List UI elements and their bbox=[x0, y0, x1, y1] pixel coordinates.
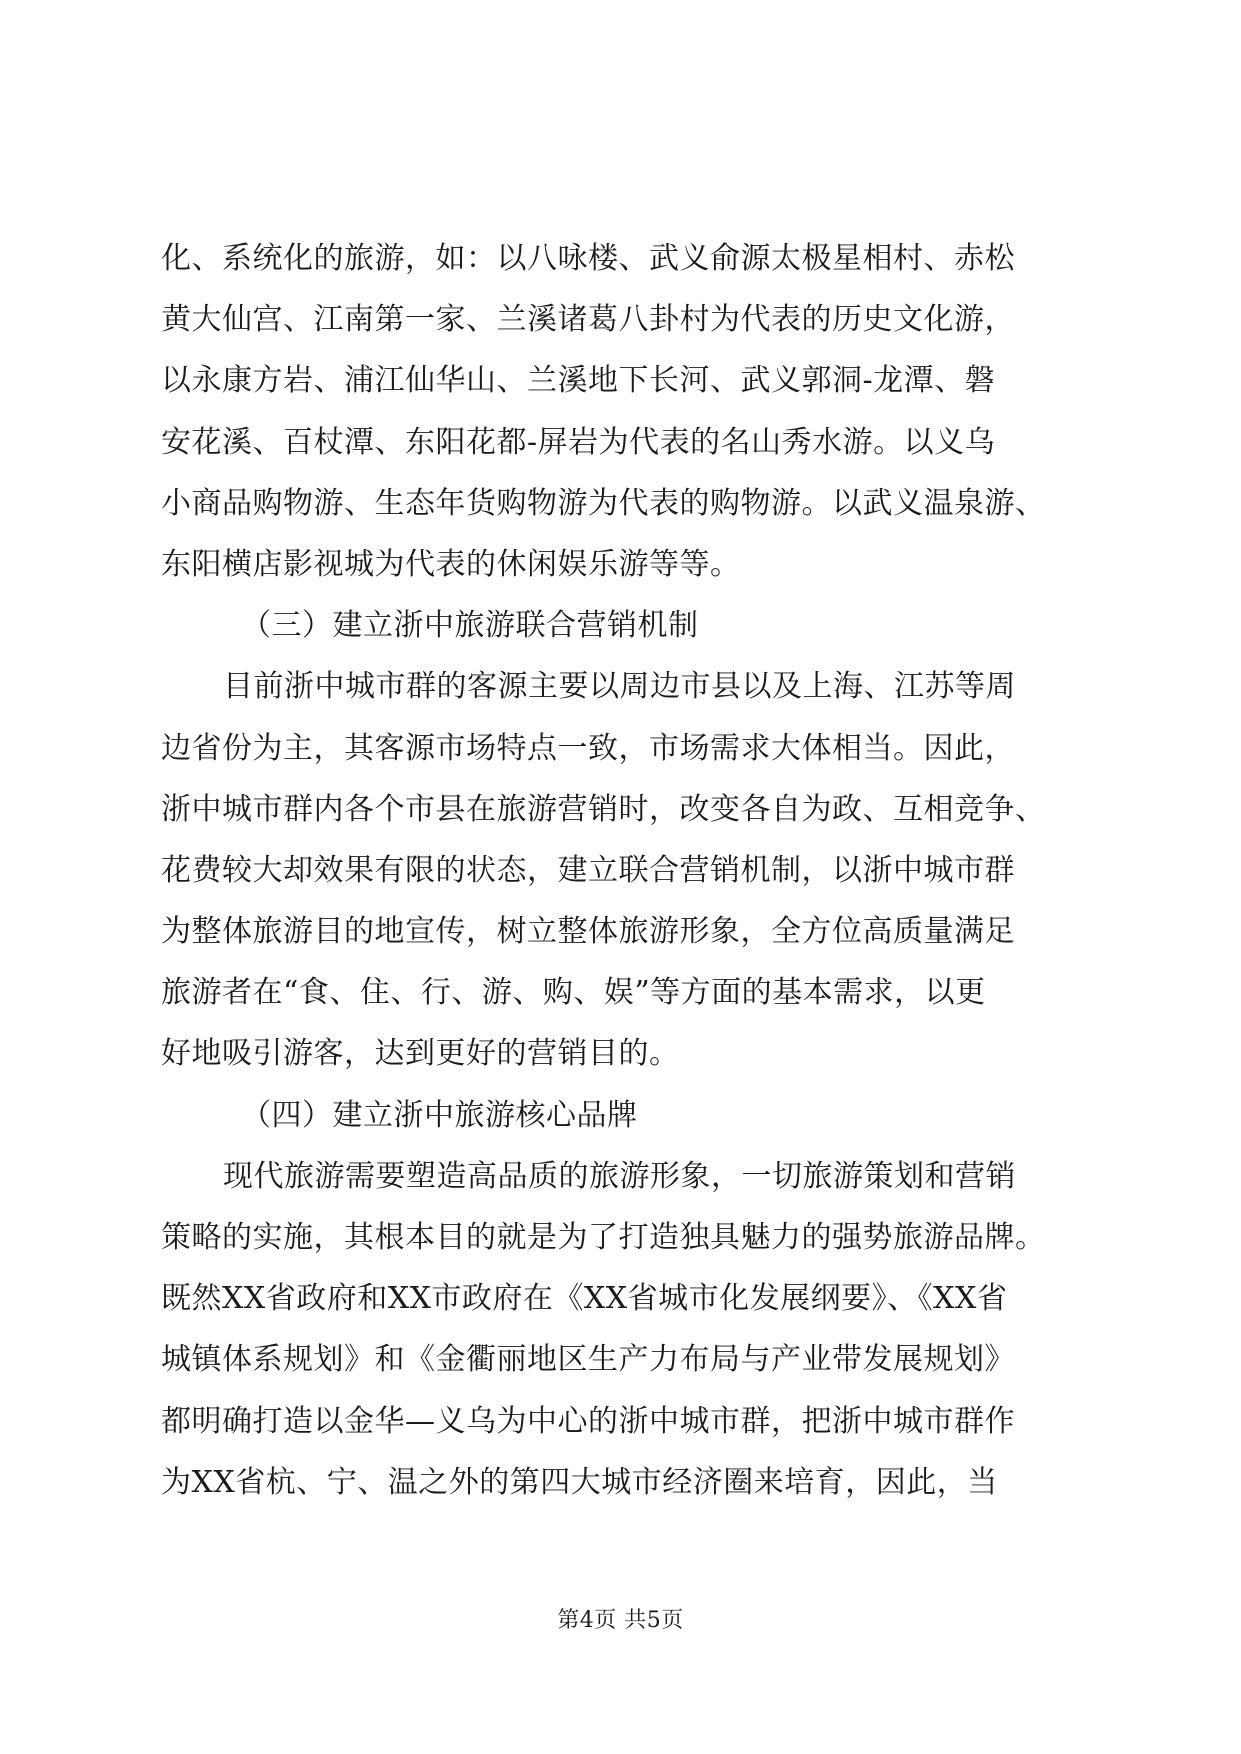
text-line: 黄大仙宫、江南第一家、兰溪诸葛八卦村为代表的历史文化游， bbox=[161, 302, 1015, 338]
page-number-footer: 第4页 共5页 bbox=[557, 1608, 684, 1633]
text-line: 以永康方岩、浦江仙华山、兰溪地下长河、武义郭洞-龙潭、磐 bbox=[161, 363, 996, 399]
text-line: 城镇体系规划》和《金衢丽地区生产力布局与产业带发展规划》 bbox=[161, 1342, 1015, 1378]
section-paragraph bbox=[161, 1146, 1081, 1513]
text-line: 边省份为主，其客源市场特点一致，市场需求大体相当。因此， bbox=[161, 730, 1015, 766]
text-line: 策略的实施，其根本目的就是为了打造独具魅力的强势旅游品牌。 bbox=[161, 1220, 1046, 1255]
paragraph-continuation bbox=[161, 228, 1081, 595]
text-line: 化、系统化的旅游，如：以八咏楼、武义俞源太极星相村、赤松 bbox=[161, 241, 1015, 276]
document-body bbox=[161, 228, 1081, 1513]
text-line: 东阳横店影视城为代表的休闲娱乐游等等。 bbox=[161, 546, 741, 582]
text-line: 安花溪、百杖潭、东阳花都-屏岩为代表的名山秀水游。以义乌 bbox=[161, 424, 996, 460]
text-line: 现代旅游需要塑造高品质的旅游形象，一切旅游策划和营销 bbox=[223, 1158, 1016, 1194]
text-line: 目前浙中城市群的客源主要以周边市县以及上海、江苏等周 bbox=[223, 669, 1016, 705]
text-line: 都明确打造以金华—义乌为中心的浙中城市群，把浙中城市群作 bbox=[161, 1403, 1015, 1439]
text-line: 既然XX省政府和XX市政府在《XX省城市化发展纲要》、《XX省 bbox=[161, 1281, 1008, 1317]
text-line: 浙中城市群内各个市县在旅游营销时，改变各自为政、互相竞争、 bbox=[161, 791, 1046, 827]
text-line: 为XX省杭、宁、温之外的第四大城市经济圈来培育，因此，当 bbox=[161, 1464, 998, 1500]
text-line: 花费较大却效果有限的状态，建立联合营销机制，以浙中城市群 bbox=[161, 852, 1015, 888]
text-line: 好地吸引游客，达到更好的营销目的。 bbox=[161, 1036, 680, 1072]
section-heading: （三）建立浙中旅游联合营销机制 bbox=[241, 608, 699, 644]
text-line: 小商品购物游、生态年货购物游为代表的购物游。以武义温泉游、 bbox=[161, 485, 1046, 521]
section-heading: （四）建立浙中旅游核心品牌 bbox=[241, 1097, 638, 1133]
section-paragraph bbox=[161, 656, 1081, 1084]
text-line: 旅游者在“食、住、行、游、购、娱”等方面的基本需求，以更 bbox=[161, 975, 986, 1011]
text-line: 为整体旅游目的地宣传，树立整体旅游形象，全方位高质量满足 bbox=[161, 914, 1015, 950]
